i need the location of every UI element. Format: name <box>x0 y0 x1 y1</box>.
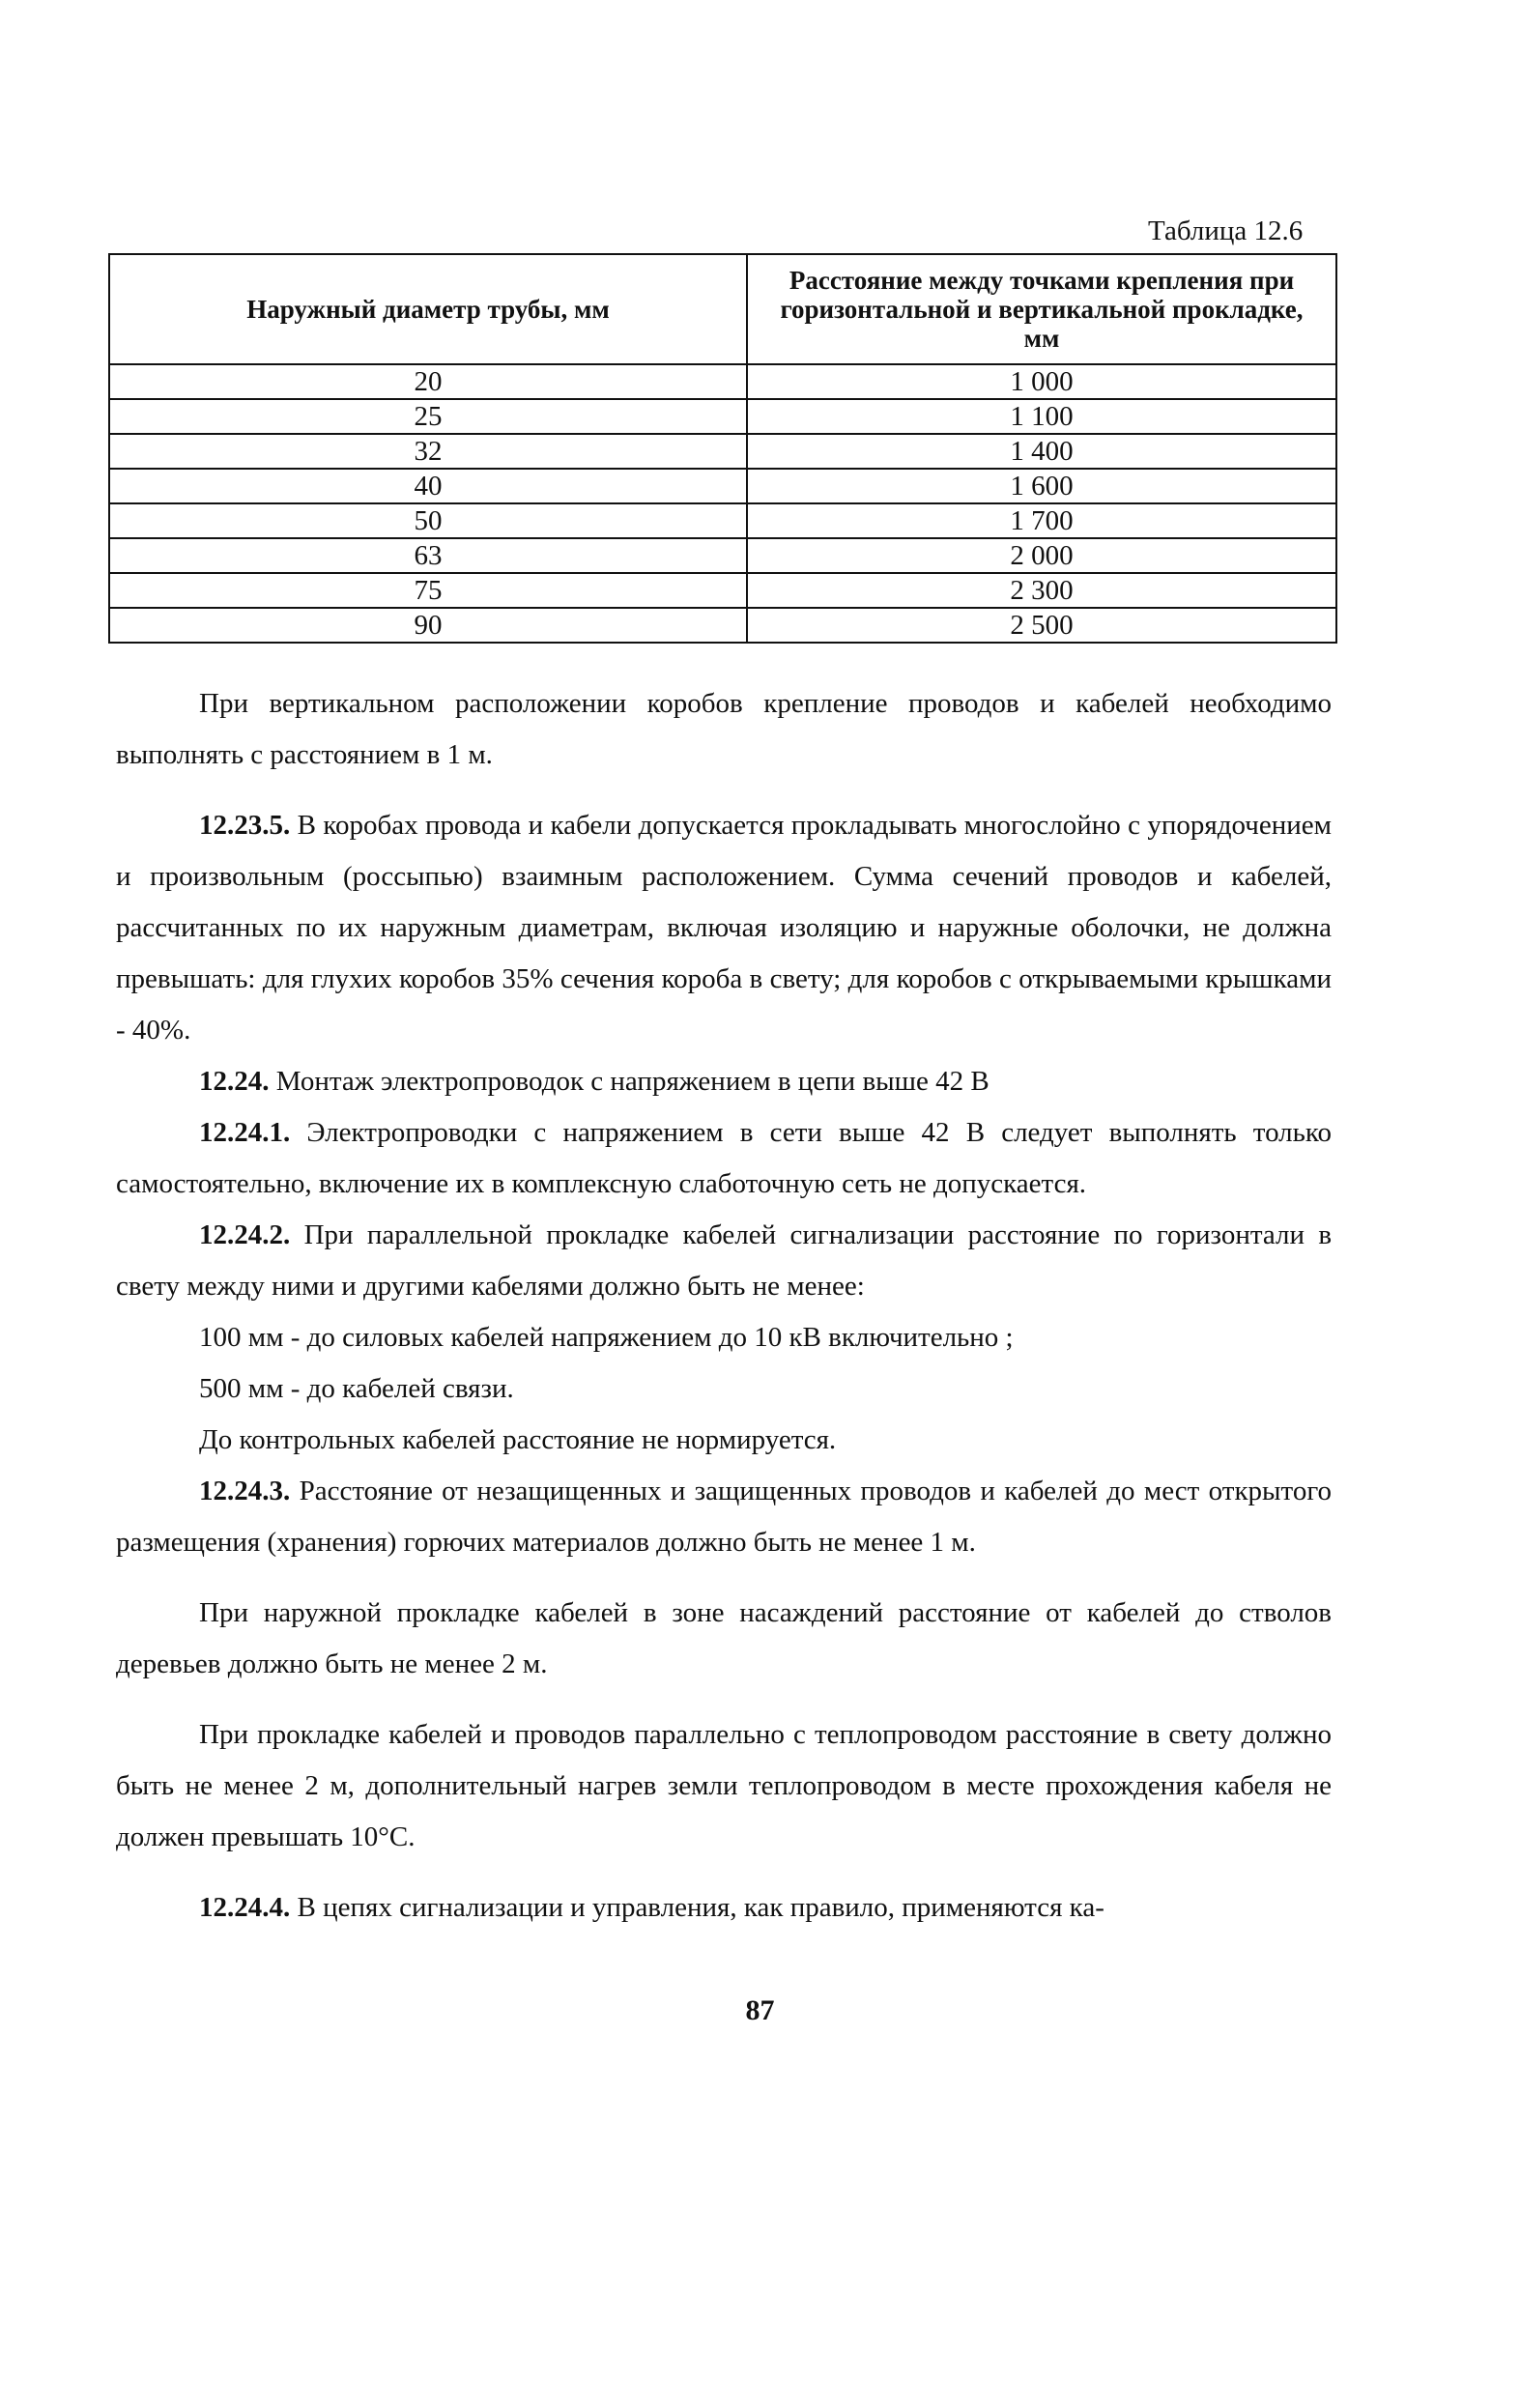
pipe-fastening-table <box>108 253 1337 644</box>
cell-distance: 1 600 <box>747 469 1336 503</box>
header-fastening-distance: Расстояние между точками крепления при горизонтальной и вертикальной прокладке, мм <box>747 254 1336 364</box>
paragraph-control-cables: До контрольных кабелей расстояние не нормируется. <box>199 1424 837 1455</box>
table-caption: Таблица 12.6 <box>1148 215 1304 246</box>
clause-text: Электропроводки с напряжением в сети выше 42 В следует выполнять только самостоятельно, включение их в комплексную слаботочную сеть не допускается. <box>116 1117 1332 1199</box>
table-row <box>109 364 1336 399</box>
clause-number: 12.23.5. <box>199 810 291 841</box>
clause-text: При параллельной прокладке кабелей сигнализации расстояние по горизонтали в свету между ними и другими кабелями должно быть не менее: <box>116 1219 1333 1302</box>
clause-number: 12.24.2. <box>199 1219 291 1250</box>
section-title: Монтаж электропроводок с напряжением в цепи выше 42 В <box>275 1066 989 1097</box>
list-item-power-cables: 100 мм - до силовых кабелей напряжением до 10 кВ включительно ; <box>199 1322 1014 1353</box>
paragraph-vertical-boxes: При вертикальном расположении коробов крепление проводов и кабелей необходимо выполнять с расстоянием в 1 м. <box>116 688 1332 770</box>
clause-text: Расстояние от незащищенных и защищенных проводов и кабелей до мест открытого размещения (хранения) горючих материалов должно быть не менее 1 м. <box>116 1476 1333 1558</box>
cell-diameter: 50 <box>109 503 747 538</box>
table-row <box>109 434 1336 469</box>
paragraph-12-23-5 <box>116 800 1332 1056</box>
clause-text: В цепях сигнализации и управления, как правило, применяются ка- <box>297 1892 1104 1923</box>
cell-distance: 1 700 <box>747 503 1336 538</box>
cell-diameter: 25 <box>109 399 747 434</box>
cell-distance: 1 000 <box>747 364 1336 399</box>
cell-diameter: 20 <box>109 364 747 399</box>
clause-number: 12.24. <box>199 1066 270 1097</box>
header-outer-diameter: Наружный диаметр трубы, мм <box>109 254 747 364</box>
paragraph-12-24-4 <box>116 1882 1332 1934</box>
table-row <box>109 503 1336 538</box>
cell-diameter: 32 <box>109 434 747 469</box>
clause-text: В коробах провода и кабели допускается прокладывать многослойно с упорядочением и произвольным (россыпью) взаимным расположением. Сумма сечений проводов и кабелей, рассчитанных по их наружным диаметрам, включая изоляцию и наружные оболочки, не должна превышать: для глухих коробов 35% сечения короба в свету; для коробов с открываемыми крышками - 40%. <box>116 810 1332 1046</box>
table-row <box>109 538 1336 573</box>
paragraph-tree-distance: При наружной прокладке кабелей в зоне насаждений расстояние от кабелей до стволов деревьев должно быть не менее 2 м. <box>116 1597 1332 1679</box>
table-row <box>109 399 1336 434</box>
list-item-comm-cables: 500 мм - до кабелей связи. <box>199 1373 514 1404</box>
paragraph-12-24-1 <box>116 1107 1332 1210</box>
cell-distance: 1 400 <box>747 434 1336 469</box>
cell-diameter: 90 <box>109 608 747 643</box>
body-text <box>116 678 1332 1934</box>
clause-number: 12.24.4. <box>199 1892 291 1923</box>
cell-distance: 2 300 <box>747 573 1336 608</box>
cell-distance: 1 100 <box>747 399 1336 434</box>
cell-distance: 2 000 <box>747 538 1336 573</box>
table-row <box>109 469 1336 503</box>
cell-diameter: 75 <box>109 573 747 608</box>
clause-number: 12.24.3. <box>199 1476 291 1506</box>
paragraph-heat-pipe: При прокладке кабелей и проводов параллельно с теплопроводом расстояние в свету должно быть не менее 2 м, дополнительный нагрев земли теплопроводом в месте прохождения кабеля не должен превышать 10°С. <box>116 1719 1332 1852</box>
paragraph-12-24-2 <box>116 1210 1332 1312</box>
cell-distance: 2 500 <box>747 608 1336 643</box>
table-header-row <box>109 254 1336 364</box>
table-row <box>109 573 1336 608</box>
table-row <box>109 608 1336 643</box>
cell-diameter: 63 <box>109 538 747 573</box>
cell-diameter: 40 <box>109 469 747 503</box>
section-heading-12-24 <box>116 1056 1332 1107</box>
clause-number: 12.24.1. <box>199 1117 291 1148</box>
page-number: 87 <box>745 1994 775 2026</box>
paragraph-12-24-3 <box>116 1466 1332 1568</box>
